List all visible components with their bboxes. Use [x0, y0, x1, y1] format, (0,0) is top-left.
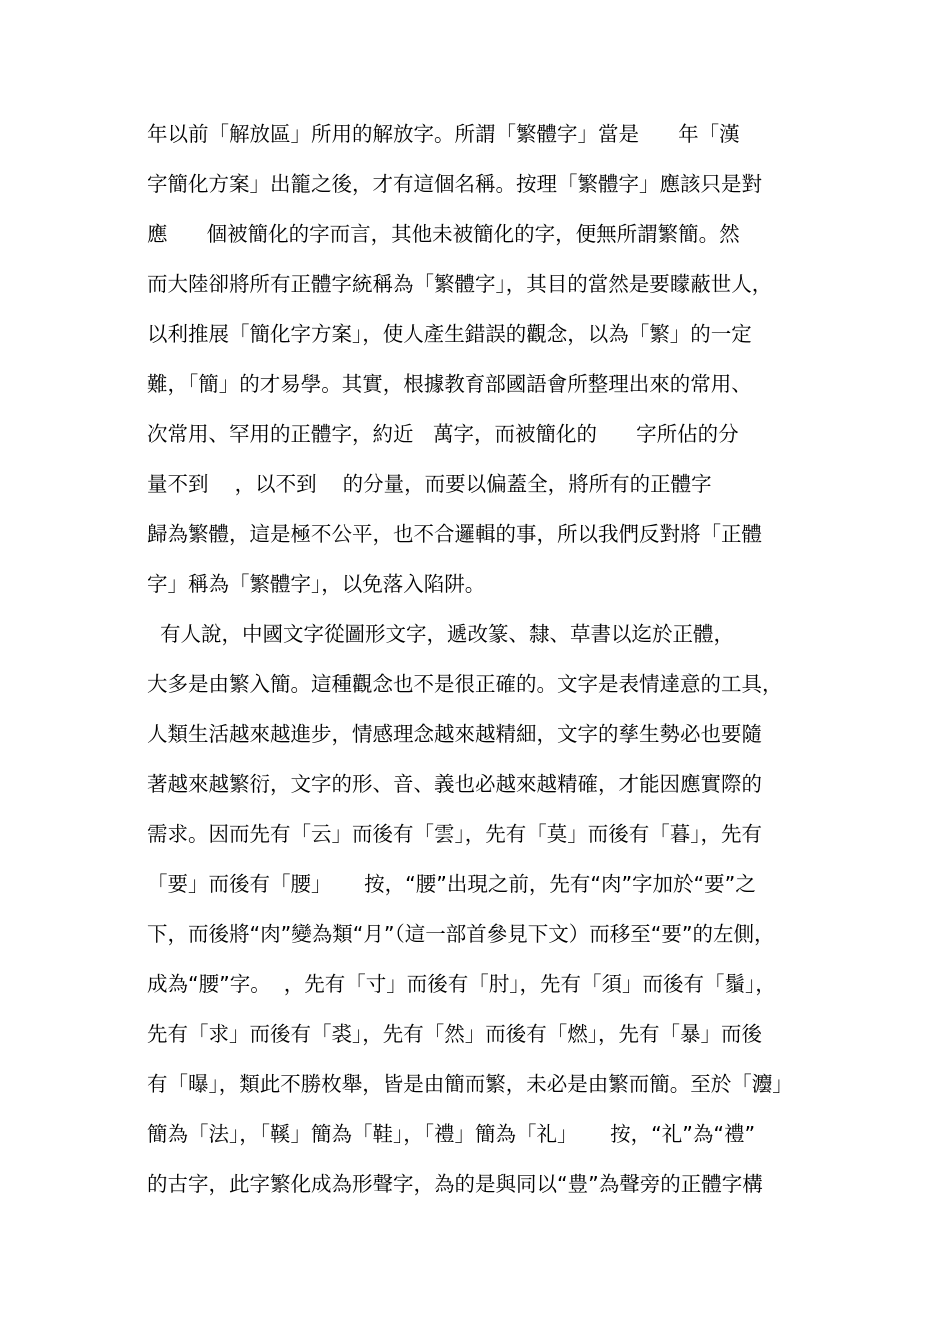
paragraph-first-line: 有人說，中國文字從圖形文字，遞改篆、隸、草書以迄於正體， — [147, 622, 735, 646]
text-line: 歸為繁體，這是極不公平，也不合邏輯的事，所以我們反對將「正體 — [147, 522, 762, 546]
text-line: 應 個被簡化的字而言，其他未被簡化的字，便無所謂繁簡。然 — [147, 222, 740, 246]
text-line: 先有「求」而後有「裘」，先有「然」而後有「燃」，先有「暴」而後 — [147, 1022, 762, 1046]
text-line: 人類生活越來越進步，情感理念越來越精細，文字的孳生勢必也要隨 — [147, 722, 762, 746]
text-line: 簡為「法」，「鞵」簡為「鞋」，「禮」簡為「礼」 按，“礼”為“禮” — [147, 1122, 756, 1146]
text-line: 量不到 ，以不到 的分量，而要以偏蓋全，將所有的正體字 — [147, 472, 712, 496]
text-line: 「要」而後有「腰」 按，“腰”出現之前，先有“肉”字加於“要”之 — [147, 872, 756, 896]
text-line: 字」稱為「繁體字」，以免落入陷阱。 — [147, 572, 486, 596]
text-line: 次常用、罕用的正體字，約近 萬字，而被簡化的 字所佔的分 — [147, 422, 739, 446]
text-line: 著越來越繁衍，文字的形、音、義也必越來越精確，才能因應實際的 — [147, 772, 762, 796]
text-line: 而大陸卻將所有正體字統稱為「繁體字」，其目的當然是要矇蔽世人， — [147, 272, 773, 296]
text-line: 成為“腰”字。 ，先有「寸」而後有「肘」，先有「須」而後有「鬚」， — [147, 972, 776, 996]
text-line: 難，「簡」的才易學。其實，根據教育部國語會所整理出來的常用、 — [147, 372, 752, 396]
text-line: 下，而後將“肉”變為類“月”（這一部首參見下文）而移至“要”的左側， — [147, 922, 775, 946]
text-line: 大多是由繁入簡。這種觀念也不是很正確的。文字是表情達意的工具， — [147, 672, 783, 696]
text-line: 有「曝」，類此不勝枚舉，皆是由簡而繁，未必是由繁而簡。至於「灋」 — [147, 1072, 793, 1096]
text-line: 需求。因而先有「云」而後有「雲」，先有「莫」而後有「暮」，先有 — [147, 822, 762, 846]
text-line: 字簡化方案」出籠之後，才有這個名稱。按理「繁體字」應該只是對 — [147, 172, 762, 196]
text-line: 以利推展「簡化字方案」，使人產生錯誤的觀念，以為「繁」的一定 — [147, 322, 752, 346]
text-line: 年以前「解放區」所用的解放字。所謂「繁體字」當是 年「漢 — [147, 122, 740, 146]
text-line: 的古字，此字繁化成為形聲字，為的是與同以“豊”為聲旁的正體字構 — [147, 1172, 763, 1196]
